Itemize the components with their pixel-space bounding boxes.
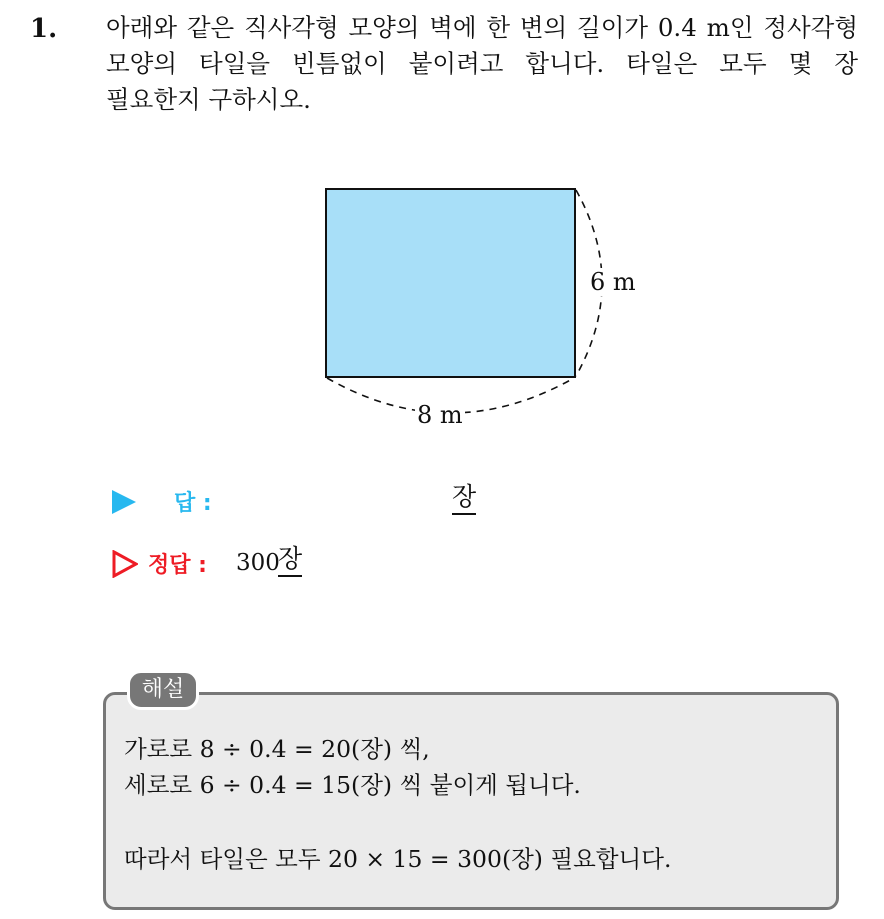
- answer-label: 답 :: [174, 491, 212, 516]
- solution-tab: 해설: [127, 670, 199, 710]
- question-line-3: 필요한지 구하시오.: [106, 85, 311, 114]
- wall-rectangle: [326, 189, 575, 377]
- correct-answer-row: [108, 544, 608, 584]
- outline-triangle-icon: [112, 550, 138, 578]
- correct-label: 정답 :: [148, 553, 207, 578]
- height-label: 6 m: [590, 268, 636, 296]
- answer-blank-unit[interactable]: 장: [452, 482, 476, 515]
- filled-triangle-icon: [112, 490, 136, 514]
- question-number: 1.: [30, 14, 58, 44]
- width-label: 8 m: [417, 401, 463, 429]
- solution-line-2: 세로로 6 ÷ 0.4 = 15(장) 씩 붙이게 됩니다.: [124, 771, 581, 799]
- solution-box: [103, 692, 839, 910]
- solution-line-1: 가로로 8 ÷ 0.4 = 20(장) 씩,: [124, 735, 430, 763]
- question-text: [106, 10, 858, 118]
- question-line-2: 모양의 타일을 빈틈없이 붙이려고 합니다. 타일은 모두 몇 장: [106, 49, 858, 78]
- solution-line-3: 따라서 타일은 모두 20 × 15 = 300(장) 필요합니다.: [124, 845, 672, 873]
- correct-value: 300: [236, 550, 280, 576]
- question-line-1: 아래와 같은 직사각형 모양의 벽에 한 변의 길이가 0.4 m인 정사각형: [106, 13, 858, 42]
- answer-row: [108, 482, 608, 522]
- correct-unit: 장: [278, 544, 302, 577]
